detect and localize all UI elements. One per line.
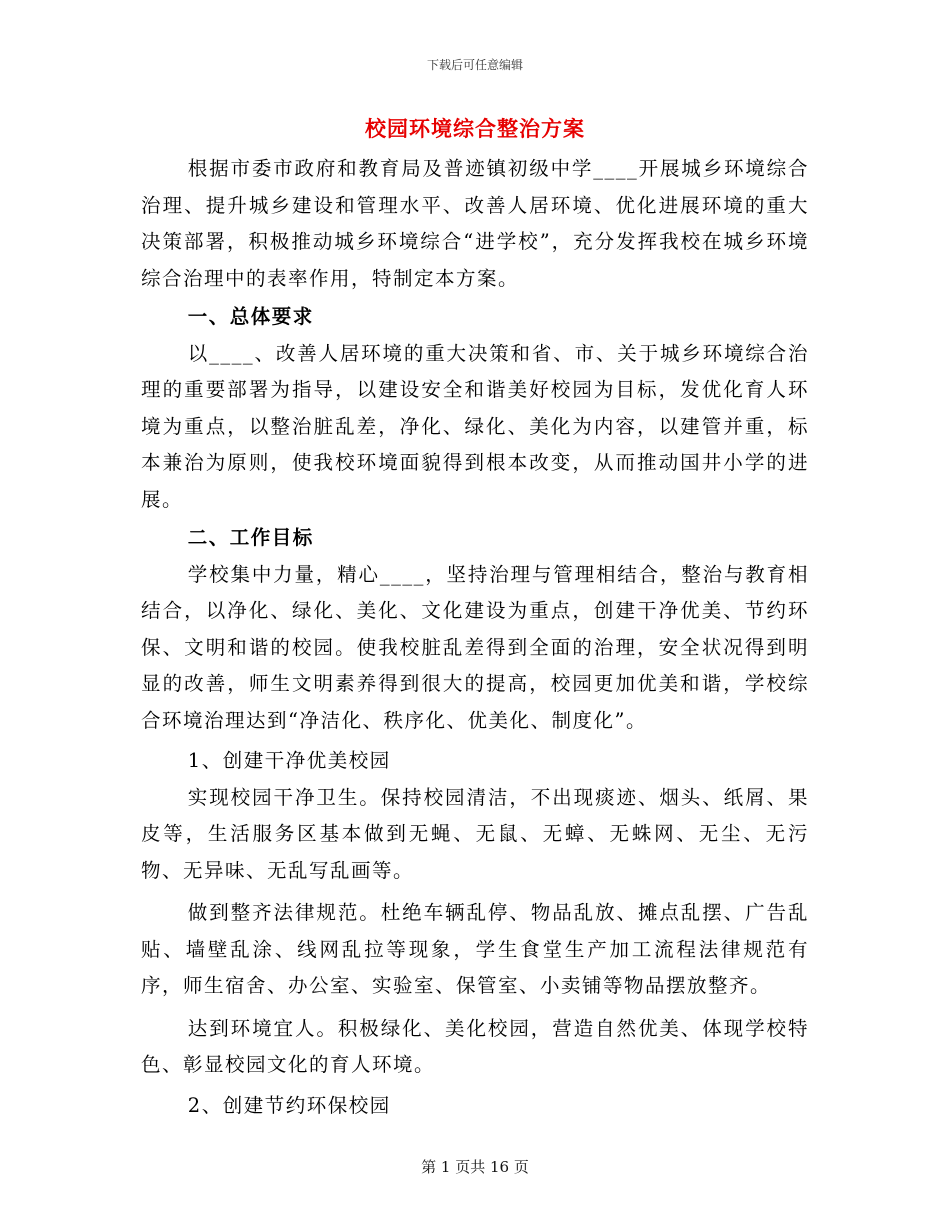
subheading-clean-campus: 1、创建干净优美校园 (187, 749, 391, 772)
orderly-paragraph: 做到整齐法律规范。杜绝车辆乱停、物品乱放、摊点乱摆、广告乱贴、墙壁乱涂、线网乱拉等现象，学生食堂生产加工流程法律规范有序，师生宿舍、办公室、实验室、保管室、小卖铺等物品摆放整齐。 (141, 901, 809, 997)
overall-requirements-paragraph: 以____、改善人居环境的重大决策和省、市、关于城乡环境综合治理的重要部署为指导，以建设安全和谐美好校园为目标，发优化育人环境为重点，以整治脏乱差，净化、绿化、美化为内容，以建管并重，标本兼治为原则，使我校环境面貌得到根本改变，从而推动国井小学的进展。 (141, 341, 809, 511)
clean-campus-paragraph: 实现校园干净卫生。保持校园清洁，不出现痰迹、烟头、纸屑、果皮等，生活服务区基本做到无蝇、无鼠、无蟑、无蛛网、无尘、无污物、无异味、无乱写乱画等。 (141, 785, 809, 882)
page-header: 下载后可任意编辑 (426, 58, 523, 72)
intro-paragraph: 根据市委市政府和教育局及普迹镇初级中学____开展城乡环境综合治理、提升城乡建设和管理水平、改善人居环境、优化进展环境的重大决策部署，积极推动城乡环境综合“进学校”，充分发挥我校在城乡环境综合治理中的表率作用，特制定本方案。 (141, 157, 809, 290)
pleasant-environment-paragraph: 达到环境宜人。积极绿化、美化校园，营造自然优美、体现学校特色、彰显校园文化的育人环境。 (141, 1016, 809, 1076)
document-title: 校园环境综合整治方案 (365, 116, 585, 141)
section-heading-overall-requirements: 一、总体要求 (187, 305, 314, 328)
page-footer: 第 1 页共 16 页 (421, 1158, 529, 1176)
section-heading-work-goals: 二、工作目标 (187, 526, 314, 549)
work-goals-paragraph: 学校集中力量，精心____，坚持治理与管理相结合，整治与教育相结合，以净化、绿化、美化、文化建设为重点，创建干净优美、节约环保、文明和谐的校园。使我校脏乱差得到全面的治理，安全状况得到明显的改善，师生文明素养得到很大的提高，校园更加优美和谐，学校综合环境治理达到“净洁化、秩序化、优美化、制度化”。 (141, 562, 809, 732)
subheading-eco-campus: 2、创建节约环保校园 (187, 1093, 391, 1117)
document-body (141, 151, 809, 1124)
